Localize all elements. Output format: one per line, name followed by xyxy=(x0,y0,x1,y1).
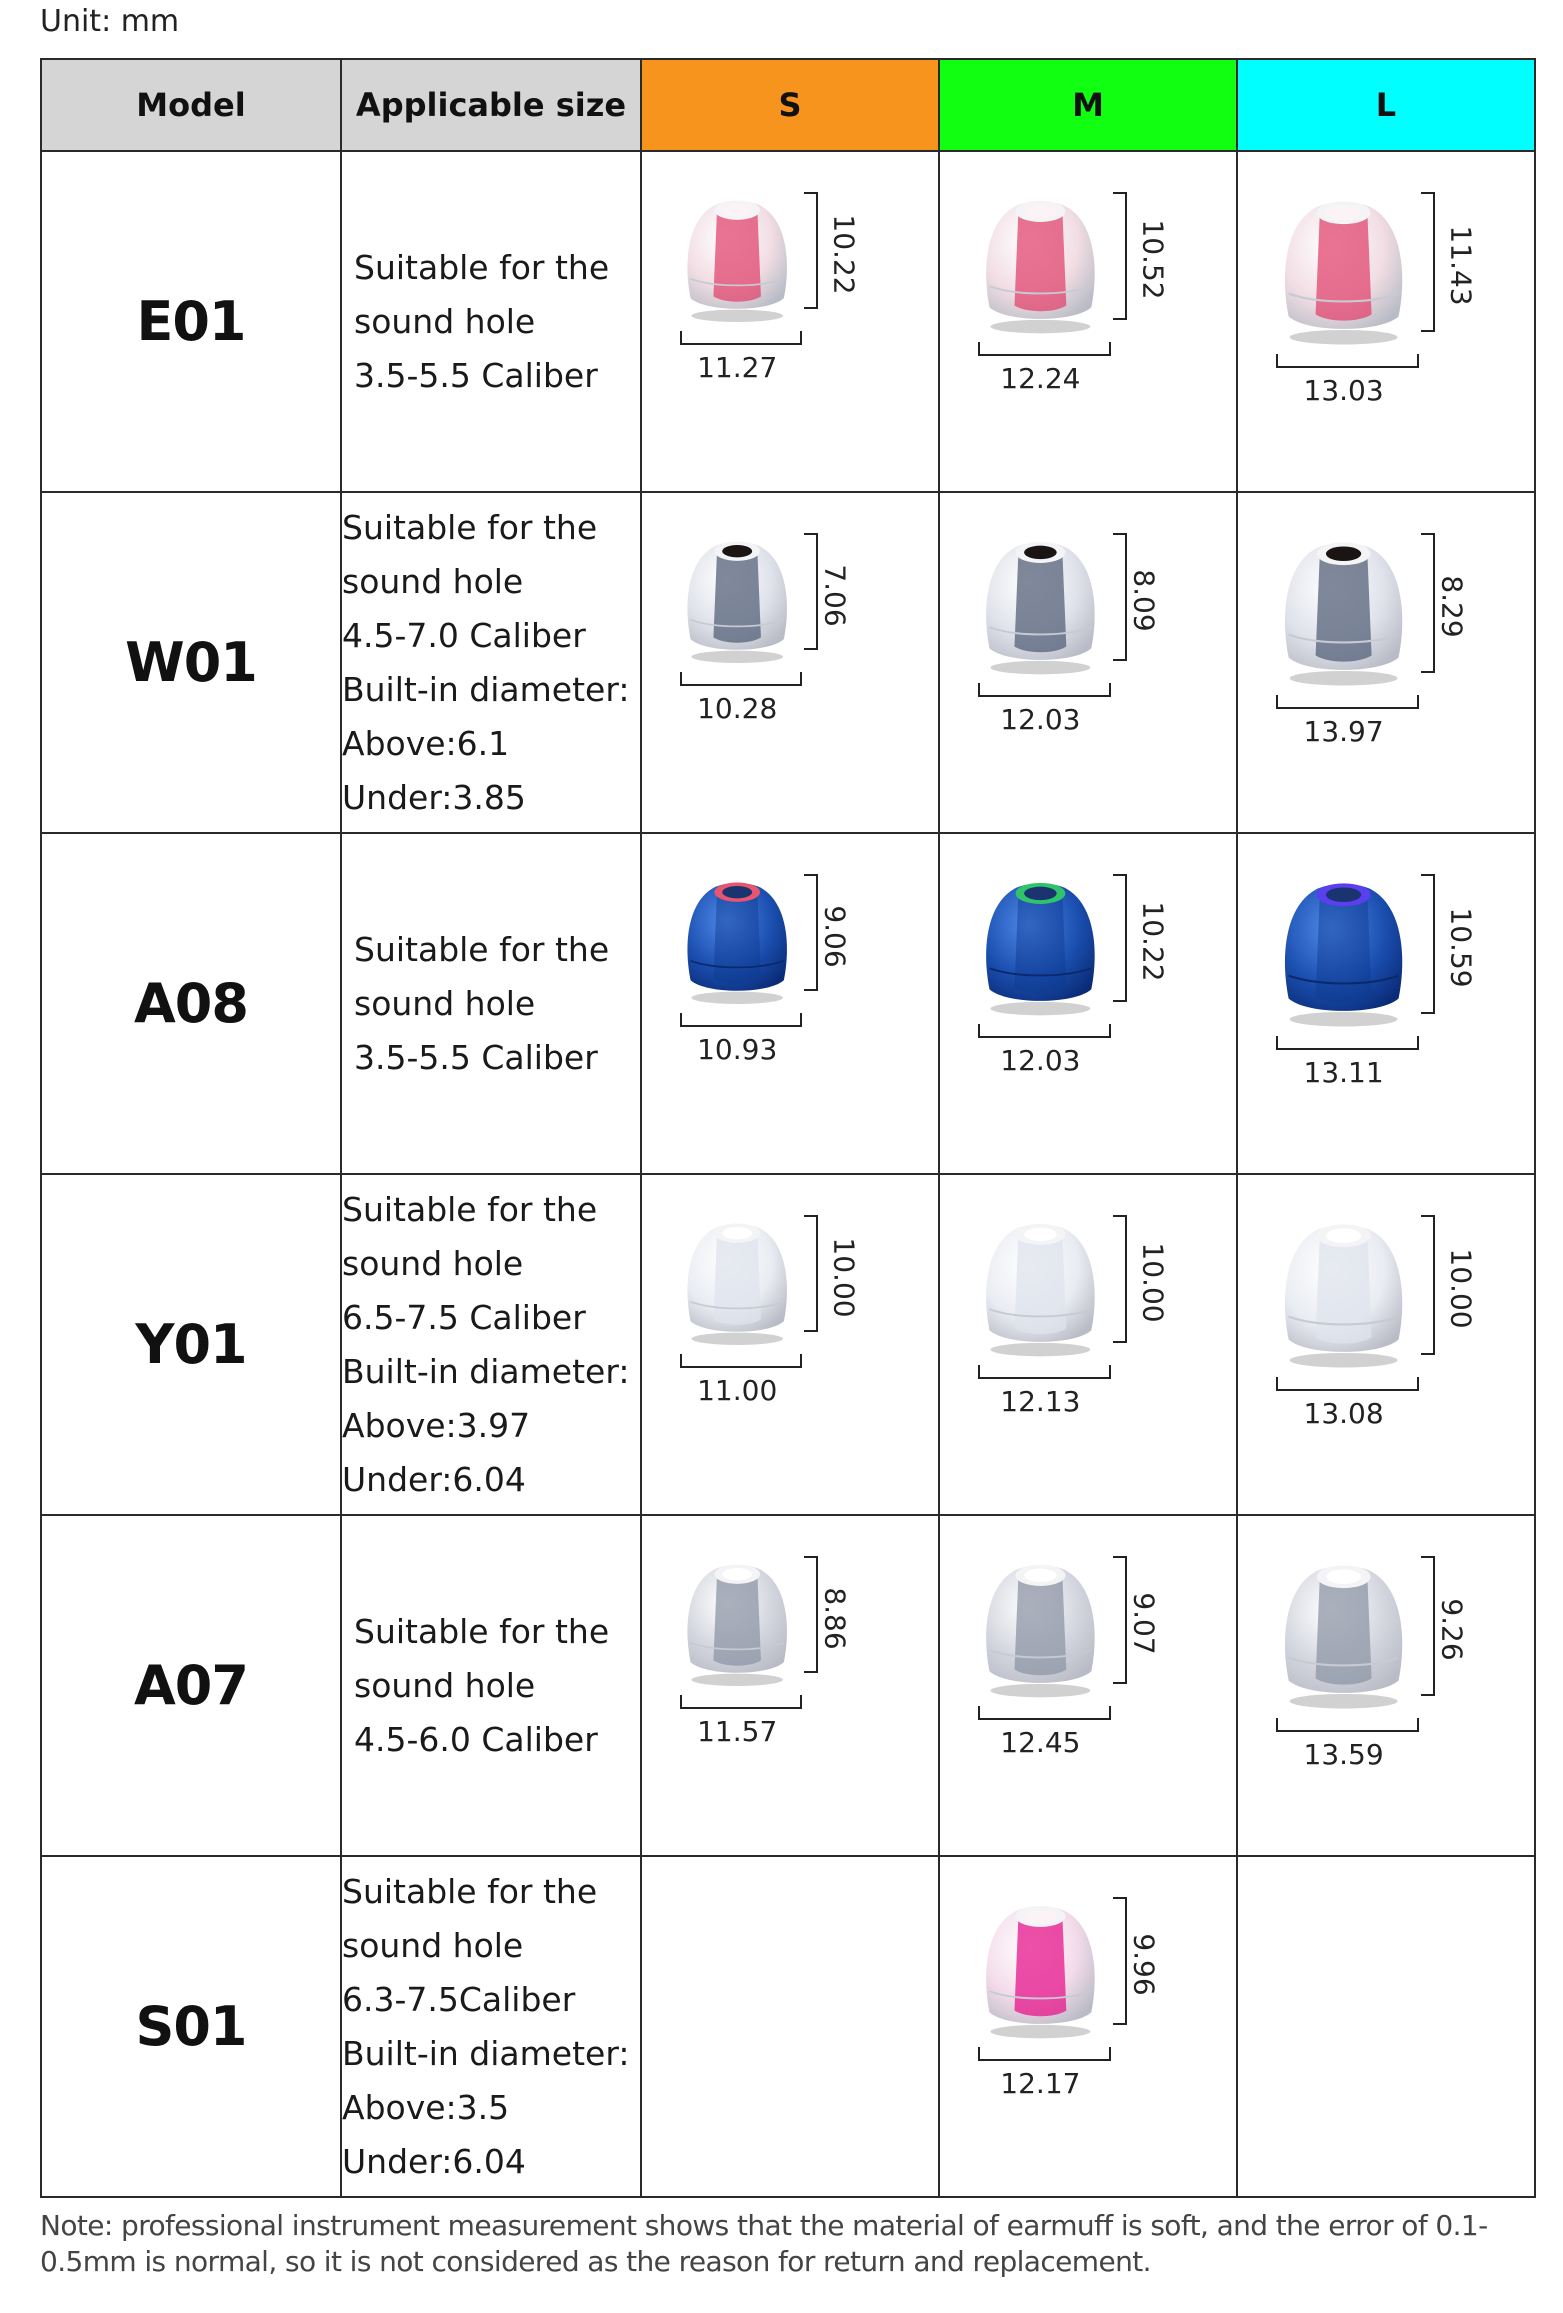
ear-tip-opening xyxy=(1024,887,1057,900)
model-name: E01 xyxy=(41,151,341,492)
ear-tip-shadow xyxy=(691,310,783,322)
ear-tip-opening xyxy=(1326,205,1361,220)
applicable-size-line: Under:6.04 xyxy=(342,1459,526,1499)
applicable-size-line: Suitable for the xyxy=(354,247,610,287)
ear-tip-shadow xyxy=(990,1002,1090,1015)
ear-tip-shadow xyxy=(990,320,1090,333)
table-row xyxy=(41,833,1535,1174)
applicable-size-cell xyxy=(341,492,641,833)
height-dimension-bracket xyxy=(1113,533,1127,661)
height-dimension-bracket xyxy=(1113,1556,1127,1684)
ear-tip-shadow xyxy=(1290,1012,1398,1027)
applicable-size-line: Built-in diameter: xyxy=(342,1351,630,1391)
height-value: 8.09 xyxy=(1127,569,1161,632)
ear-tip-figure xyxy=(978,533,1103,682)
size-cell-s xyxy=(641,833,939,1174)
width-value: 12.13 xyxy=(1000,1385,1081,1419)
size-cell-content xyxy=(642,493,938,832)
applicable-size-line: Suitable for the xyxy=(354,929,610,969)
ear-tip-opening xyxy=(1024,1569,1057,1582)
applicable-size-line: Suitable for the xyxy=(342,1871,598,1911)
height-dimension-bracket xyxy=(1421,1215,1435,1355)
size-cell-l xyxy=(1237,833,1535,1174)
ear-tip-core xyxy=(713,894,761,984)
ear-tip-figure xyxy=(978,1556,1103,1705)
applicable-size-line: Built-in diameter: xyxy=(342,2033,630,2073)
height-dimension-bracket xyxy=(804,874,818,991)
applicable-size-text xyxy=(342,1865,640,2189)
applicable-size-line: Built-in diameter: xyxy=(342,669,630,709)
height-dimension-bracket xyxy=(804,533,818,650)
size-cell-s xyxy=(641,1515,939,1856)
ear-tip-shadow xyxy=(990,2025,1090,2038)
width-dimension-bracket xyxy=(680,1354,802,1368)
header-size-s: S xyxy=(641,59,939,151)
model-name: W01 xyxy=(41,492,341,833)
height-dimension-bracket xyxy=(1421,874,1435,1014)
ear-tip-opening xyxy=(1326,546,1361,561)
applicable-size-cell xyxy=(341,151,641,492)
height-value: 10.22 xyxy=(827,214,861,295)
size-cell-m xyxy=(939,1174,1237,1515)
ear-tip-figure xyxy=(1276,1215,1411,1376)
applicable-size-text xyxy=(342,241,640,403)
width-dimension-bracket xyxy=(1276,354,1419,368)
ear-tip-core xyxy=(713,212,761,302)
table-row xyxy=(41,1856,1535,2197)
ear-tip-image xyxy=(680,533,794,666)
size-cell-content xyxy=(940,834,1236,1173)
size-cell-s-empty xyxy=(641,1856,939,2197)
applicable-size-line: Suitable for the xyxy=(342,1189,598,1229)
ear-tip-figure xyxy=(1276,874,1411,1035)
applicable-size-line: 3.5-5.5 Caliber xyxy=(354,355,598,395)
ear-tip-opening xyxy=(722,545,752,557)
applicable-size-line: 4.5-6.0 Caliber xyxy=(354,1719,598,1759)
size-cell-l xyxy=(1237,1174,1535,1515)
header-row xyxy=(41,59,1535,151)
height-value: 10.00 xyxy=(1444,1248,1478,1329)
width-dimension-bracket xyxy=(978,1706,1111,1720)
size-cell-content xyxy=(642,834,938,1173)
size-cell-m xyxy=(939,151,1237,492)
size-cell-m xyxy=(939,833,1237,1174)
ear-tip-figure xyxy=(1276,533,1411,694)
applicable-size-cell xyxy=(341,1174,641,1515)
size-cell-content xyxy=(940,152,1236,491)
width-dimension-bracket xyxy=(680,1695,802,1709)
ear-tip-shadow xyxy=(691,1333,783,1345)
height-value: 9.06 xyxy=(819,904,853,968)
table-row xyxy=(41,1515,1535,1856)
ear-tip-figure xyxy=(978,1897,1103,2046)
ear-tip-image xyxy=(680,1215,794,1348)
ear-tip-image xyxy=(680,192,794,325)
applicable-size-line: 4.5-7.0 Caliber xyxy=(342,615,586,655)
width-value: 11.00 xyxy=(697,1374,778,1408)
ear-tip-image xyxy=(978,533,1103,677)
applicable-size-line: sound hole xyxy=(342,1925,524,1965)
ear-tip-figure xyxy=(680,1556,794,1694)
height-dimension-bracket xyxy=(804,1215,818,1332)
width-value: 13.11 xyxy=(1303,1055,1384,1089)
ear-tip-figure xyxy=(680,192,794,330)
ear-tip-opening xyxy=(1326,887,1361,902)
ear-tip-core xyxy=(1014,895,1066,993)
height-value: 10.00 xyxy=(1136,1242,1170,1323)
height-dimension-bracket xyxy=(804,1556,818,1673)
model-name: A08 xyxy=(41,833,341,1174)
applicable-size-text xyxy=(342,1183,640,1507)
size-cell-content xyxy=(940,493,1236,832)
ear-tip-core xyxy=(1316,556,1372,662)
ear-tip-core xyxy=(1316,1579,1372,1685)
size-cell-content xyxy=(940,1175,1236,1514)
model-name: S01 xyxy=(41,1856,341,2197)
ear-tip-opening xyxy=(1024,546,1057,559)
applicable-size-cell xyxy=(341,1856,641,2197)
ear-tip-figure xyxy=(978,192,1103,341)
applicable-size-line: sound hole xyxy=(354,1665,536,1705)
table-row xyxy=(41,1174,1535,1515)
size-cell-content xyxy=(642,152,938,491)
header-model: Model xyxy=(41,59,341,151)
size-cell-m xyxy=(939,1515,1237,1856)
ear-tip-image xyxy=(978,1215,1103,1359)
height-dimension-bracket xyxy=(804,192,818,309)
applicable-size-line: Under:3.85 xyxy=(342,777,526,817)
ear-tip-core xyxy=(1316,215,1372,321)
height-value: 10.00 xyxy=(827,1237,861,1318)
ear-tip-opening xyxy=(722,1227,752,1239)
ear-tip-figure xyxy=(680,533,794,671)
width-dimension-bracket xyxy=(680,331,802,345)
ear-tip-image xyxy=(1276,1215,1411,1371)
applicable-size-line: Above:6.1 xyxy=(342,723,510,763)
header-size-m: M xyxy=(939,59,1237,151)
width-dimension-bracket xyxy=(978,1365,1111,1379)
width-value: 13.08 xyxy=(1303,1396,1384,1430)
ear-tip-shadow xyxy=(990,1343,1090,1356)
height-value: 8.86 xyxy=(819,1586,853,1650)
height-dimension-bracket xyxy=(1421,192,1435,332)
ear-tip-shadow xyxy=(691,992,783,1004)
applicable-size-line: Above:3.5 xyxy=(342,2087,510,2127)
height-value: 11.43 xyxy=(1444,225,1478,306)
width-dimension-bracket xyxy=(680,672,802,686)
height-dimension-bracket xyxy=(1113,874,1127,1002)
applicable-size-line: sound hole xyxy=(354,983,536,1023)
ear-tip-image xyxy=(1276,1556,1411,1712)
applicable-size-text xyxy=(342,501,640,825)
height-value: 9.07 xyxy=(1127,1592,1161,1655)
ear-tip-core xyxy=(1316,897,1372,1003)
ear-tip-core xyxy=(1014,1577,1066,1675)
header-applicable-size: Applicable size xyxy=(341,59,641,151)
height-dimension-bracket xyxy=(1113,1215,1127,1343)
ear-tip-shadow xyxy=(990,1684,1090,1697)
ear-tip-opening xyxy=(1024,1910,1057,1923)
height-value: 10.22 xyxy=(1136,901,1170,982)
ear-tip-image xyxy=(978,874,1103,1018)
size-cell-m xyxy=(939,1856,1237,2197)
ear-tip-figure xyxy=(1276,192,1411,353)
width-value: 10.93 xyxy=(697,1033,778,1067)
height-dimension-bracket xyxy=(1113,192,1127,320)
ear-tip-image xyxy=(1276,192,1411,348)
applicable-size-text xyxy=(342,1605,640,1767)
ear-tip-figure xyxy=(680,874,794,1012)
width-value: 12.24 xyxy=(1000,362,1081,396)
ear-tip-figure xyxy=(978,1215,1103,1364)
size-cell-s xyxy=(641,492,939,833)
size-cell-l xyxy=(1237,1515,1535,1856)
ear-tip-core xyxy=(1014,1918,1066,2016)
width-dimension-bracket xyxy=(1276,1718,1419,1732)
ear-tip-figure xyxy=(1276,1556,1411,1717)
applicable-size-text xyxy=(342,923,640,1085)
table-row xyxy=(41,492,1535,833)
ear-tip-shadow xyxy=(1290,1353,1398,1368)
ear-tip-image xyxy=(680,1556,794,1689)
height-value: 8.29 xyxy=(1435,575,1469,638)
ear-tip-opening xyxy=(1024,1228,1057,1241)
height-dimension-bracket xyxy=(1421,1556,1435,1696)
width-dimension-bracket xyxy=(978,1024,1111,1038)
applicable-size-line: 6.5-7.5 Caliber xyxy=(342,1297,586,1337)
height-value: 9.26 xyxy=(1435,1598,1469,1661)
ear-tip-core xyxy=(1014,554,1066,652)
width-value: 12.17 xyxy=(1000,2067,1081,2101)
width-value: 13.59 xyxy=(1303,1737,1384,1771)
applicable-size-line: sound hole xyxy=(342,1243,524,1283)
height-value: 10.52 xyxy=(1136,219,1170,300)
ear-tip-image xyxy=(978,1556,1103,1700)
applicable-size-cell xyxy=(341,833,641,1174)
ear-tip-core xyxy=(713,1576,761,1666)
size-cell-content xyxy=(1238,152,1534,491)
ear-tip-shadow xyxy=(691,1674,783,1686)
applicable-size-line: sound hole xyxy=(342,561,524,601)
size-cell-content xyxy=(642,1175,938,1514)
applicable-size-line: Suitable for the xyxy=(354,1611,610,1651)
ear-tip-shadow xyxy=(990,661,1090,674)
ear-tip-image xyxy=(680,874,794,1007)
width-value: 11.27 xyxy=(697,351,778,385)
applicable-size-line: Suitable for the xyxy=(342,507,598,547)
ear-tip-shadow xyxy=(691,651,783,663)
size-chart-table xyxy=(40,58,1536,2198)
width-value: 11.57 xyxy=(697,1715,778,1749)
size-cell-content xyxy=(1238,493,1534,832)
size-cell-l xyxy=(1237,151,1535,492)
height-value: 7.06 xyxy=(819,563,853,627)
ear-tip-core xyxy=(1316,1238,1372,1344)
size-cell-content xyxy=(642,1516,938,1855)
applicable-size-line: 3.5-5.5 Caliber xyxy=(354,1037,598,1077)
applicable-size-cell xyxy=(341,1515,641,1856)
table-row xyxy=(41,151,1535,492)
width-value: 12.03 xyxy=(1000,703,1081,737)
table-body xyxy=(41,151,1535,2197)
ear-tip-opening xyxy=(722,204,752,216)
width-value: 12.45 xyxy=(1000,1726,1081,1760)
ear-tip-core xyxy=(713,553,761,643)
size-cell-s xyxy=(641,1174,939,1515)
applicable-size-line: Under:6.04 xyxy=(342,2141,526,2181)
ear-tip-image xyxy=(1276,874,1411,1030)
width-value: 13.03 xyxy=(1303,373,1384,407)
width-dimension-bracket xyxy=(978,683,1111,697)
ear-tip-shadow xyxy=(1290,1694,1398,1709)
model-name: Y01 xyxy=(41,1174,341,1515)
ear-tip-opening xyxy=(1024,205,1057,218)
width-dimension-bracket xyxy=(978,2047,1111,2061)
ear-tip-core xyxy=(1014,213,1066,311)
height-value: 10.59 xyxy=(1444,907,1478,988)
size-cell-m xyxy=(939,492,1237,833)
ear-tip-figure xyxy=(680,1215,794,1353)
ear-tip-image xyxy=(1276,533,1411,689)
width-dimension-bracket xyxy=(680,1013,802,1027)
ear-tip-image xyxy=(978,1897,1103,2041)
size-cell-content xyxy=(940,1516,1236,1855)
height-value: 9.96 xyxy=(1127,1933,1161,1996)
height-dimension-bracket xyxy=(1421,533,1435,673)
size-cell-s xyxy=(641,151,939,492)
applicable-size-line: sound hole xyxy=(354,301,536,341)
ear-tip-core xyxy=(1014,1236,1066,1334)
size-cell-l xyxy=(1237,492,1535,833)
header-size-l: L xyxy=(1237,59,1535,151)
size-cell-content xyxy=(1238,1175,1534,1514)
size-cell-content xyxy=(940,1857,1236,2196)
applicable-size-line: 6.3-7.5Caliber xyxy=(342,1979,576,2019)
height-dimension-bracket xyxy=(1113,1897,1127,2025)
size-cell-l-empty xyxy=(1237,1856,1535,2197)
ear-tip-opening xyxy=(722,1568,752,1580)
ear-tip-core xyxy=(713,1235,761,1325)
ear-tip-figure xyxy=(978,874,1103,1023)
ear-tip-opening xyxy=(722,886,752,898)
width-value: 13.97 xyxy=(1303,714,1384,748)
footnote: Note: professional instrument measurement shows that the material of earmuff is soft, and the error of 0.1-0.5mm is normal, so it is not considered as the reason for return and replacement. xyxy=(40,2209,1488,2278)
applicable-size-line: Above:3.97 xyxy=(342,1405,531,1445)
width-dimension-bracket xyxy=(1276,1036,1419,1050)
ear-tip-opening xyxy=(1326,1228,1361,1243)
ear-tip-opening xyxy=(1326,1569,1361,1584)
ear-tip-shadow xyxy=(1290,330,1398,345)
size-cell-content xyxy=(1238,1516,1534,1855)
unit-label: Unit: mm xyxy=(40,4,180,39)
ear-tip-shadow xyxy=(1290,671,1398,686)
width-value: 10.28 xyxy=(697,692,778,726)
width-value: 12.03 xyxy=(1000,1044,1081,1078)
width-dimension-bracket xyxy=(978,342,1111,356)
width-dimension-bracket xyxy=(1276,1377,1419,1391)
model-name: A07 xyxy=(41,1515,341,1856)
width-dimension-bracket xyxy=(1276,695,1419,709)
ear-tip-image xyxy=(978,192,1103,336)
size-cell-content xyxy=(1238,834,1534,1173)
